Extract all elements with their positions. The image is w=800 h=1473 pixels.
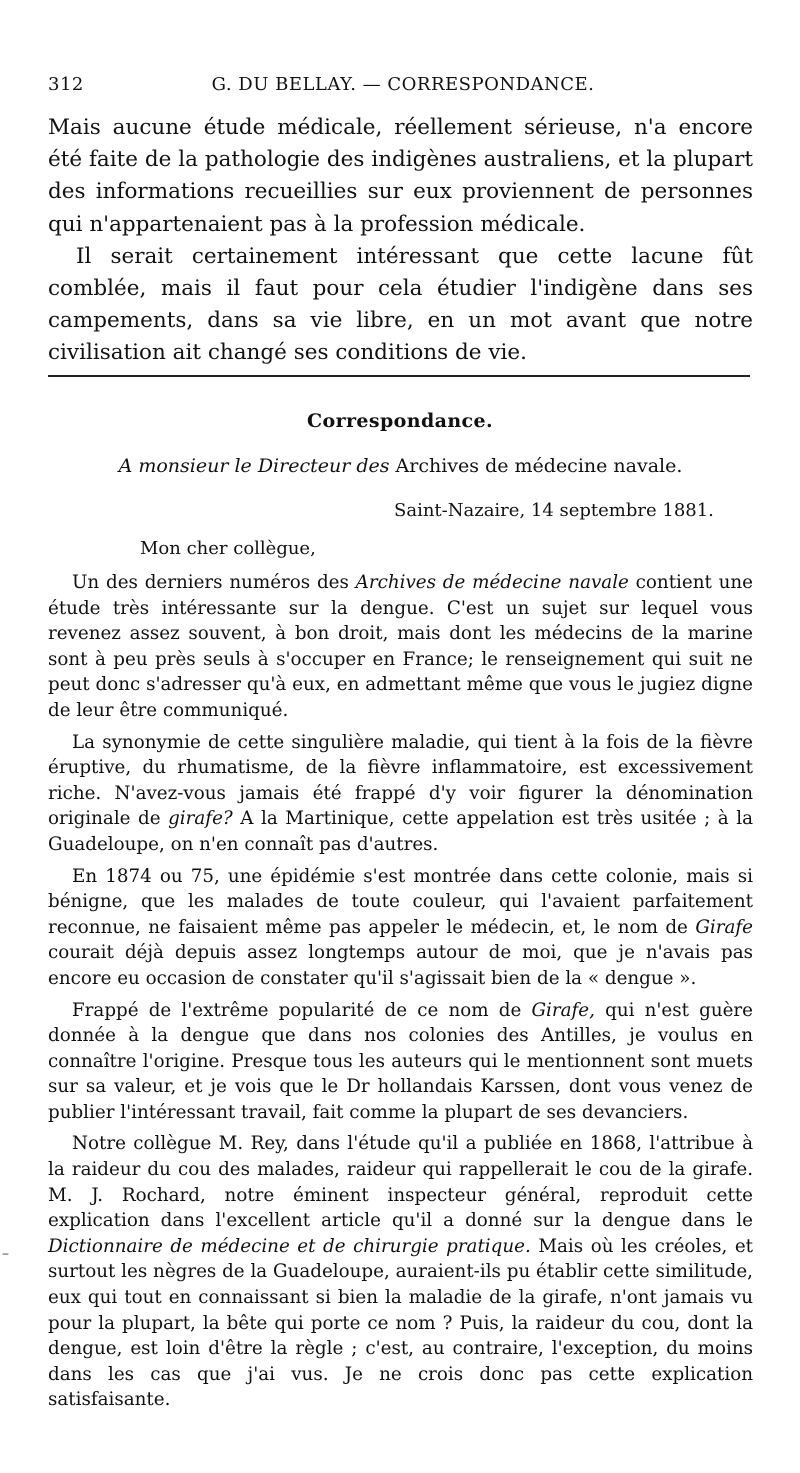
section-heading: Correspondance. xyxy=(306,410,494,432)
intro-paragraph-2: Il serait certainement intéressant que cette lacune fût comblée, mais il faut pour cela étudier l'indigène dans ses campements, dans sa vie libre, en un mot avant que notre civilisation ait changé ses conditions de vie. xyxy=(48,243,753,366)
italic-run: Girafe xyxy=(695,916,753,938)
place-date: Saint-Nazaire, 14 septembre 1881. xyxy=(394,500,714,521)
page-number: 312 xyxy=(48,74,84,95)
intro-text xyxy=(48,112,753,370)
italic-run: Girafe, xyxy=(531,999,595,1021)
text-run: contient une étude très intéressante sur la dengue. C'est un sujet sur lequel vous revenez assez souvent, à bon droit, mais dont les médecins de la marine sont à peu près seuls à s'occuper en France; le renseignement qui suit ne peut donc s'adresser qu'à eux, en admettant même que vous le jugiez digne de leur être communiqué. xyxy=(48,572,754,721)
letter-paragraph-1 xyxy=(48,570,753,724)
letter-paragraph-2 xyxy=(48,730,753,858)
letter-paragraph-5 xyxy=(48,1131,753,1413)
addressee-italic: monsieur le Directeur des xyxy=(138,455,390,477)
italic-run: Dictionnaire de médecine et de chirurgie pratique. xyxy=(48,1235,531,1257)
text-run: La synonymie de cette singulière maladie, qui tient à la fois de la fièvre éruptive, du rhumatisme, de la fièvre inflammatoire, est excessivement riche. N'avez-vous jamais été frappé d'y voir figurer la dénomination originale de xyxy=(48,731,753,830)
salutation: Mon cher collègue, xyxy=(140,538,316,559)
addressee-journal: Archives de médecine navale. xyxy=(395,455,683,477)
italic-run: girafe? xyxy=(168,808,233,830)
margin-mark: – xyxy=(2,1246,9,1262)
text-run: Un des derniers numéros des xyxy=(72,572,356,593)
section-divider xyxy=(48,375,750,377)
text-run: A la Martinique, cette appelation est très usitée ; à la Guadeloupe, on n'en connaît pas d'autres. xyxy=(48,808,753,855)
running-head xyxy=(48,74,758,104)
text-run: En 1874 ou 75, une épidémie s'est montrée dans cette colonie, mais si bénigne, que les malades de toute couleur, qui l'avaient parfaitement reconnue, ne faisaient même pas appeler le médecin, et, le nom de xyxy=(48,865,753,938)
letter-body xyxy=(48,570,753,1413)
text-run: Notre collègue M. Rey, dans l'étude qu'il a publiée en 1868, l'attribue à la raideur du cou des malades, raideur qui rappellerait le cou de la girafe. M. J. Rochard, notre éminent inspecteur général, reproduit cette explication dans l'excellent article qu'il a donné sur la dengue dans le xyxy=(48,1133,753,1232)
running-title: G. DU BELLAY. — CORRESPONDANCE. xyxy=(211,74,595,95)
intro-paragraph-1: Mais aucune étude médicale, réellement sérieuse, n'a encore été faite de la pathologie des indigènes australiens, et la plupart des informations recueillies sur eux proviennent de personnes qui n'appartenaient pas à la profession médicale. xyxy=(48,115,753,237)
text-run: Frappé de l'extrême popularité de ce nom de xyxy=(72,999,532,1021)
italic-run: Archives de médecine navale xyxy=(355,572,629,593)
addressee-a: A xyxy=(118,455,133,477)
text-run: Mais où les créoles, et surtout les nègres de la Guadeloupe, auraient-ils pu établir cette similitude, eux qui tout en connaissant si bien la maladie de la girafe, n'ont jamais vu pour la plupart, la bête qui porte ce nom ? Puis, la raideur du cou, dont la dengue, est loin d'être la règle ; c'est, au contraire, l'exception, du moins dans les cas que j'ai vus. Je ne crois donc pas cette explication satisfaisante. xyxy=(48,1235,753,1411)
text-run: qui n'est guère donnée à la dengue que dans nos colonies des Antilles, je voulus en connaître l'origine. Presque tous les auteurs qui le mentionnent sont muets sur sa valeur, et je vois que le Dr hollandais Karssen, dont vous venez de publier l'intéressant travail, fait comme la plupart de ses devanciers. xyxy=(48,999,753,1123)
letter-paragraph-4 xyxy=(48,998,753,1126)
addressee-line xyxy=(48,455,753,477)
letter-paragraph-3 xyxy=(48,864,753,992)
text-run: courait déjà depuis assez longtemps autour de moi, que je n'avais pas encore eu occasion de constater qu'il s'agissait bien de la « dengue ». xyxy=(48,942,753,989)
